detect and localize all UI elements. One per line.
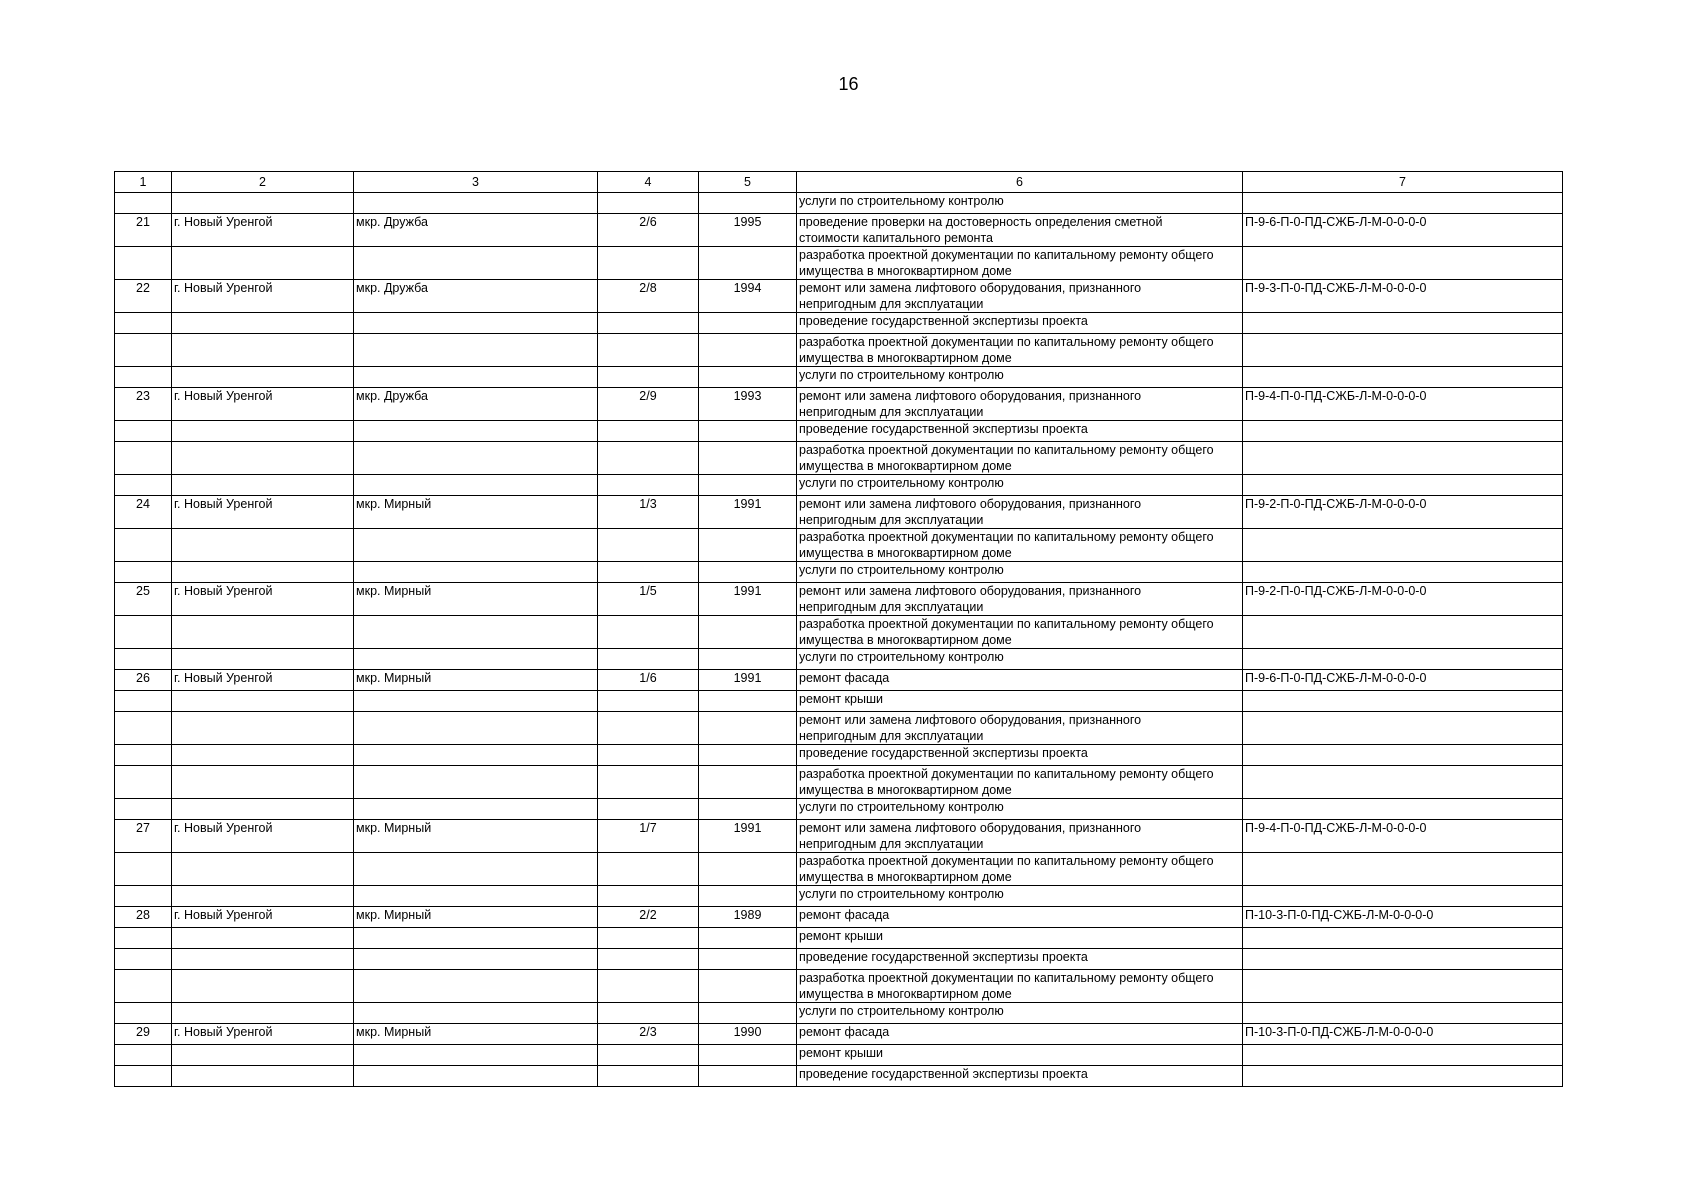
table-row <box>115 907 1563 928</box>
cell-number <box>115 799 172 820</box>
cell-number <box>115 766 172 799</box>
cell-year <box>699 799 797 820</box>
cell-city <box>172 313 354 334</box>
cell-city <box>172 799 354 820</box>
cell-year <box>699 475 797 496</box>
cell-city <box>172 970 354 1003</box>
cell-number <box>115 247 172 280</box>
cell-year <box>699 766 797 799</box>
cell-house <box>598 712 699 745</box>
cell-house <box>598 853 699 886</box>
cell-district <box>354 886 598 907</box>
cell-year <box>699 313 797 334</box>
cell-work-type: разработка проектной документации по капитальному ремонту общего имущества в многоквартирном доме <box>797 334 1243 367</box>
cell-work-type: услуги по строительному контролю <box>797 886 1243 907</box>
cell-district <box>354 529 598 562</box>
cell-work-type: разработка проектной документации по капитальному ремонту общего имущества в многоквартирном доме <box>797 442 1243 475</box>
cell-number <box>115 421 172 442</box>
cell-number <box>115 616 172 649</box>
cell-code: П-9-2-П-0-ПД-СЖБ-Л-М-0-0-0-0 <box>1243 496 1563 529</box>
cell-year <box>699 1045 797 1066</box>
cell-work-type: разработка проектной документации по капитальному ремонту общего имущества в многоквартирном доме <box>797 853 1243 886</box>
cell-code <box>1243 442 1563 475</box>
column-header: 4 <box>598 172 699 193</box>
cell-city <box>172 562 354 583</box>
cell-district <box>354 949 598 970</box>
cell-number <box>115 691 172 712</box>
table-row <box>115 529 1563 562</box>
cell-work-type: разработка проектной документации по капитальному ремонту общего имущества в многоквартирном доме <box>797 616 1243 649</box>
column-header: 5 <box>699 172 797 193</box>
cell-house <box>598 1045 699 1066</box>
table-row <box>115 1024 1563 1045</box>
cell-house: 1/3 <box>598 496 699 529</box>
cell-number <box>115 442 172 475</box>
cell-year <box>699 712 797 745</box>
cell-house <box>598 562 699 583</box>
cell-number <box>115 745 172 766</box>
cell-year <box>699 529 797 562</box>
table-row <box>115 388 1563 421</box>
cell-work-type: услуги по строительному контролю <box>797 367 1243 388</box>
cell-year <box>699 616 797 649</box>
cell-work-type: разработка проектной документации по капитальному ремонту общего имущества в многоквартирном доме <box>797 766 1243 799</box>
cell-code: П-10-3-П-0-ПД-СЖБ-Л-М-0-0-0-0 <box>1243 907 1563 928</box>
cell-house: 2/6 <box>598 214 699 247</box>
cell-number: 27 <box>115 820 172 853</box>
cell-house <box>598 334 699 367</box>
cell-work-type: ремонт или замена лифтового оборудования, признанного непригодным для эксплуатации <box>797 712 1243 745</box>
column-header: 6 <box>797 172 1243 193</box>
cell-district <box>354 247 598 280</box>
cell-city: г. Новый Уренгой <box>172 907 354 928</box>
cell-house: 2/9 <box>598 388 699 421</box>
cell-number: 25 <box>115 583 172 616</box>
cell-year: 1989 <box>699 907 797 928</box>
cell-district <box>354 475 598 496</box>
cell-work-type: услуги по строительному контролю <box>797 562 1243 583</box>
cell-code <box>1243 247 1563 280</box>
cell-code: П-10-3-П-0-ПД-СЖБ-Л-М-0-0-0-0 <box>1243 1024 1563 1045</box>
cell-work-type: услуги по строительному контролю <box>797 475 1243 496</box>
cell-number: 22 <box>115 280 172 313</box>
cell-house <box>598 970 699 1003</box>
cell-city <box>172 475 354 496</box>
cell-city <box>172 529 354 562</box>
cell-city <box>172 616 354 649</box>
cell-city: г. Новый Уренгой <box>172 388 354 421</box>
cell-number <box>115 475 172 496</box>
cell-number: 29 <box>115 1024 172 1045</box>
cell-city <box>172 928 354 949</box>
table-row <box>115 616 1563 649</box>
cell-district <box>354 745 598 766</box>
cell-district: мкр. Дружба <box>354 388 598 421</box>
cell-number <box>115 886 172 907</box>
cell-number <box>115 853 172 886</box>
cell-code <box>1243 421 1563 442</box>
cell-house: 1/6 <box>598 670 699 691</box>
table-row <box>115 766 1563 799</box>
table-row <box>115 214 1563 247</box>
cell-district: мкр. Мирный <box>354 820 598 853</box>
table-row <box>115 583 1563 616</box>
cell-code <box>1243 928 1563 949</box>
cell-code <box>1243 193 1563 214</box>
cell-work-type: ремонт или замена лифтового оборудования, признанного непригодным для эксплуатации <box>797 280 1243 313</box>
cell-district <box>354 1066 598 1087</box>
cell-year <box>699 1003 797 1024</box>
cell-city <box>172 421 354 442</box>
cell-house <box>598 649 699 670</box>
cell-city <box>172 247 354 280</box>
table-row <box>115 247 1563 280</box>
cell-number <box>115 367 172 388</box>
cell-district: мкр. Мирный <box>354 670 598 691</box>
cell-city: г. Новый Уренгой <box>172 670 354 691</box>
cell-year <box>699 970 797 1003</box>
cell-code: П-9-4-П-0-ПД-СЖБ-Л-М-0-0-0-0 <box>1243 820 1563 853</box>
cell-year <box>699 928 797 949</box>
cell-district <box>354 616 598 649</box>
cell-code <box>1243 313 1563 334</box>
cell-district <box>354 313 598 334</box>
cell-number: 21 <box>115 214 172 247</box>
cell-house <box>598 886 699 907</box>
cell-work-type: ремонт или замена лифтового оборудования, признанного непригодным для эксплуатации <box>797 820 1243 853</box>
cell-year <box>699 649 797 670</box>
cell-house: 1/7 <box>598 820 699 853</box>
table-row <box>115 712 1563 745</box>
cell-number <box>115 712 172 745</box>
cell-house <box>598 529 699 562</box>
cell-house <box>598 475 699 496</box>
cell-number <box>115 928 172 949</box>
table-row <box>115 886 1563 907</box>
cell-code <box>1243 367 1563 388</box>
cell-city <box>172 691 354 712</box>
cell-year: 1991 <box>699 496 797 529</box>
cell-number <box>115 334 172 367</box>
cell-district <box>354 799 598 820</box>
cell-house <box>598 442 699 475</box>
cell-house <box>598 928 699 949</box>
cell-code <box>1243 616 1563 649</box>
cell-work-type: проведение государственной экспертизы проекта <box>797 949 1243 970</box>
cell-work-type: ремонт фасада <box>797 1024 1243 1045</box>
cell-district <box>354 193 598 214</box>
repair-registry-table <box>114 171 1563 1087</box>
cell-year: 1995 <box>699 214 797 247</box>
cell-number <box>115 529 172 562</box>
cell-house: 1/5 <box>598 583 699 616</box>
cell-work-type: проведение государственной экспертизы проекта <box>797 421 1243 442</box>
cell-house <box>598 745 699 766</box>
cell-district <box>354 853 598 886</box>
column-header: 2 <box>172 172 354 193</box>
table-row <box>115 928 1563 949</box>
cell-city: г. Новый Уренгой <box>172 820 354 853</box>
cell-district <box>354 367 598 388</box>
table-row <box>115 280 1563 313</box>
cell-year: 1991 <box>699 820 797 853</box>
table-row <box>115 691 1563 712</box>
cell-code <box>1243 1066 1563 1087</box>
cell-district: мкр. Мирный <box>354 1024 598 1045</box>
cell-work-type: разработка проектной документации по капитальному ремонту общего имущества в многоквартирном доме <box>797 529 1243 562</box>
cell-work-type: ремонт крыши <box>797 1045 1243 1066</box>
cell-district: мкр. Мирный <box>354 496 598 529</box>
cell-house <box>598 247 699 280</box>
cell-house <box>598 1066 699 1087</box>
cell-number <box>115 649 172 670</box>
cell-number <box>115 193 172 214</box>
cell-house <box>598 616 699 649</box>
cell-district <box>354 1003 598 1024</box>
cell-year <box>699 853 797 886</box>
cell-year <box>699 745 797 766</box>
cell-code <box>1243 562 1563 583</box>
cell-work-type: ремонт крыши <box>797 691 1243 712</box>
cell-code: П-9-6-П-0-ПД-СЖБ-Л-М-0-0-0-0 <box>1243 670 1563 691</box>
column-header: 7 <box>1243 172 1563 193</box>
cell-city: г. Новый Уренгой <box>172 1024 354 1045</box>
column-header: 1 <box>115 172 172 193</box>
table-row <box>115 193 1563 214</box>
cell-house <box>598 949 699 970</box>
cell-work-type: ремонт или замена лифтового оборудования, признанного непригодным для эксплуатации <box>797 583 1243 616</box>
cell-district <box>354 421 598 442</box>
cell-house: 2/2 <box>598 907 699 928</box>
cell-house <box>598 193 699 214</box>
table-row <box>115 367 1563 388</box>
cell-district <box>354 442 598 475</box>
table-row <box>115 421 1563 442</box>
cell-code: П-9-2-П-0-ПД-СЖБ-Л-М-0-0-0-0 <box>1243 583 1563 616</box>
cell-house <box>598 766 699 799</box>
cell-city <box>172 1066 354 1087</box>
cell-year <box>699 334 797 367</box>
cell-work-type: услуги по строительному контролю <box>797 1003 1243 1024</box>
table-row <box>115 745 1563 766</box>
cell-district <box>354 928 598 949</box>
cell-code <box>1243 949 1563 970</box>
cell-district <box>354 766 598 799</box>
cell-year <box>699 367 797 388</box>
cell-district: мкр. Мирный <box>354 907 598 928</box>
cell-city <box>172 1003 354 1024</box>
cell-work-type: услуги по строительному контролю <box>797 649 1243 670</box>
cell-city <box>172 649 354 670</box>
cell-code <box>1243 745 1563 766</box>
cell-work-type: услуги по строительному контролю <box>797 193 1243 214</box>
cell-year: 1994 <box>699 280 797 313</box>
cell-city <box>172 193 354 214</box>
cell-city: г. Новый Уренгой <box>172 280 354 313</box>
cell-year <box>699 442 797 475</box>
cell-city <box>172 442 354 475</box>
table-row <box>115 820 1563 853</box>
table-row <box>115 334 1563 367</box>
cell-code <box>1243 853 1563 886</box>
cell-work-type: услуги по строительному контролю <box>797 799 1243 820</box>
table-row <box>115 799 1563 820</box>
cell-work-type: ремонт фасада <box>797 670 1243 691</box>
cell-district <box>354 1045 598 1066</box>
cell-code: П-9-3-П-0-ПД-СЖБ-Л-М-0-0-0-0 <box>1243 280 1563 313</box>
cell-city <box>172 853 354 886</box>
cell-number: 24 <box>115 496 172 529</box>
cell-city: г. Новый Уренгой <box>172 496 354 529</box>
cell-city <box>172 886 354 907</box>
cell-house: 2/3 <box>598 1024 699 1045</box>
cell-year: 1993 <box>699 388 797 421</box>
cell-code: П-9-6-П-0-ПД-СЖБ-Л-М-0-0-0-0 <box>1243 214 1563 247</box>
cell-number <box>115 1066 172 1087</box>
cell-code <box>1243 712 1563 745</box>
cell-code <box>1243 334 1563 367</box>
cell-year <box>699 949 797 970</box>
cell-city <box>172 949 354 970</box>
table-row <box>115 853 1563 886</box>
cell-work-type: ремонт или замена лифтового оборудования, признанного непригодным для эксплуатации <box>797 388 1243 421</box>
cell-year <box>699 1066 797 1087</box>
cell-house <box>598 421 699 442</box>
cell-work-type: проведение государственной экспертизы проекта <box>797 1066 1243 1087</box>
table-row <box>115 1045 1563 1066</box>
cell-code <box>1243 691 1563 712</box>
cell-district <box>354 691 598 712</box>
cell-code <box>1243 649 1563 670</box>
table-header-row <box>115 172 1563 193</box>
cell-number <box>115 313 172 334</box>
cell-city <box>172 367 354 388</box>
cell-house <box>598 799 699 820</box>
cell-work-type: проведение государственной экспертизы проекта <box>797 313 1243 334</box>
cell-work-type: ремонт крыши <box>797 928 1243 949</box>
table-row <box>115 496 1563 529</box>
cell-year <box>699 193 797 214</box>
cell-code <box>1243 1045 1563 1066</box>
table-row <box>115 949 1563 970</box>
cell-year: 1991 <box>699 583 797 616</box>
cell-code <box>1243 970 1563 1003</box>
cell-house <box>598 1003 699 1024</box>
cell-year: 1991 <box>699 670 797 691</box>
cell-house <box>598 691 699 712</box>
cell-code <box>1243 799 1563 820</box>
cell-number: 26 <box>115 670 172 691</box>
cell-code <box>1243 766 1563 799</box>
cell-city <box>172 712 354 745</box>
cell-code <box>1243 1003 1563 1024</box>
cell-district <box>354 649 598 670</box>
cell-code: П-9-4-П-0-ПД-СЖБ-Л-М-0-0-0-0 <box>1243 388 1563 421</box>
cell-city: г. Новый Уренгой <box>172 583 354 616</box>
cell-city <box>172 745 354 766</box>
cell-district: мкр. Мирный <box>354 583 598 616</box>
cell-district <box>354 712 598 745</box>
cell-year <box>699 886 797 907</box>
table-row <box>115 442 1563 475</box>
cell-work-type: разработка проектной документации по капитальному ремонту общего имущества в многоквартирном доме <box>797 247 1243 280</box>
cell-district: мкр. Дружба <box>354 214 598 247</box>
table-row <box>115 670 1563 691</box>
table-row <box>115 475 1563 496</box>
cell-number <box>115 949 172 970</box>
cell-house <box>598 367 699 388</box>
cell-number <box>115 1003 172 1024</box>
column-header: 3 <box>354 172 598 193</box>
cell-number <box>115 562 172 583</box>
cell-work-type: ремонт или замена лифтового оборудования, признанного непригодным для эксплуатации <box>797 496 1243 529</box>
cell-code <box>1243 886 1563 907</box>
cell-district: мкр. Дружба <box>354 280 598 313</box>
cell-year <box>699 562 797 583</box>
table-row <box>115 1003 1563 1024</box>
cell-district <box>354 562 598 583</box>
cell-year <box>699 691 797 712</box>
cell-year <box>699 247 797 280</box>
cell-work-type: разработка проектной документации по капитальному ремонту общего имущества в многоквартирном доме <box>797 970 1243 1003</box>
table-row <box>115 970 1563 1003</box>
cell-house: 2/8 <box>598 280 699 313</box>
cell-city <box>172 1045 354 1066</box>
cell-number: 28 <box>115 907 172 928</box>
cell-code <box>1243 475 1563 496</box>
cell-year <box>699 421 797 442</box>
table-row <box>115 649 1563 670</box>
cell-number <box>115 1045 172 1066</box>
cell-code <box>1243 529 1563 562</box>
cell-work-type: проведение государственной экспертизы проекта <box>797 745 1243 766</box>
cell-number <box>115 970 172 1003</box>
cell-number: 23 <box>115 388 172 421</box>
table-row <box>115 1066 1563 1087</box>
cell-work-type: ремонт фасада <box>797 907 1243 928</box>
cell-house <box>598 313 699 334</box>
cell-city <box>172 334 354 367</box>
table-row <box>115 562 1563 583</box>
cell-city: г. Новый Уренгой <box>172 214 354 247</box>
cell-district <box>354 334 598 367</box>
cell-district <box>354 970 598 1003</box>
page-number: 16 <box>838 74 859 94</box>
cell-work-type: проведение проверки на достоверность определения сметной стоимости капитального ремонта <box>797 214 1243 247</box>
table-row <box>115 313 1563 334</box>
cell-year: 1990 <box>699 1024 797 1045</box>
cell-city <box>172 766 354 799</box>
